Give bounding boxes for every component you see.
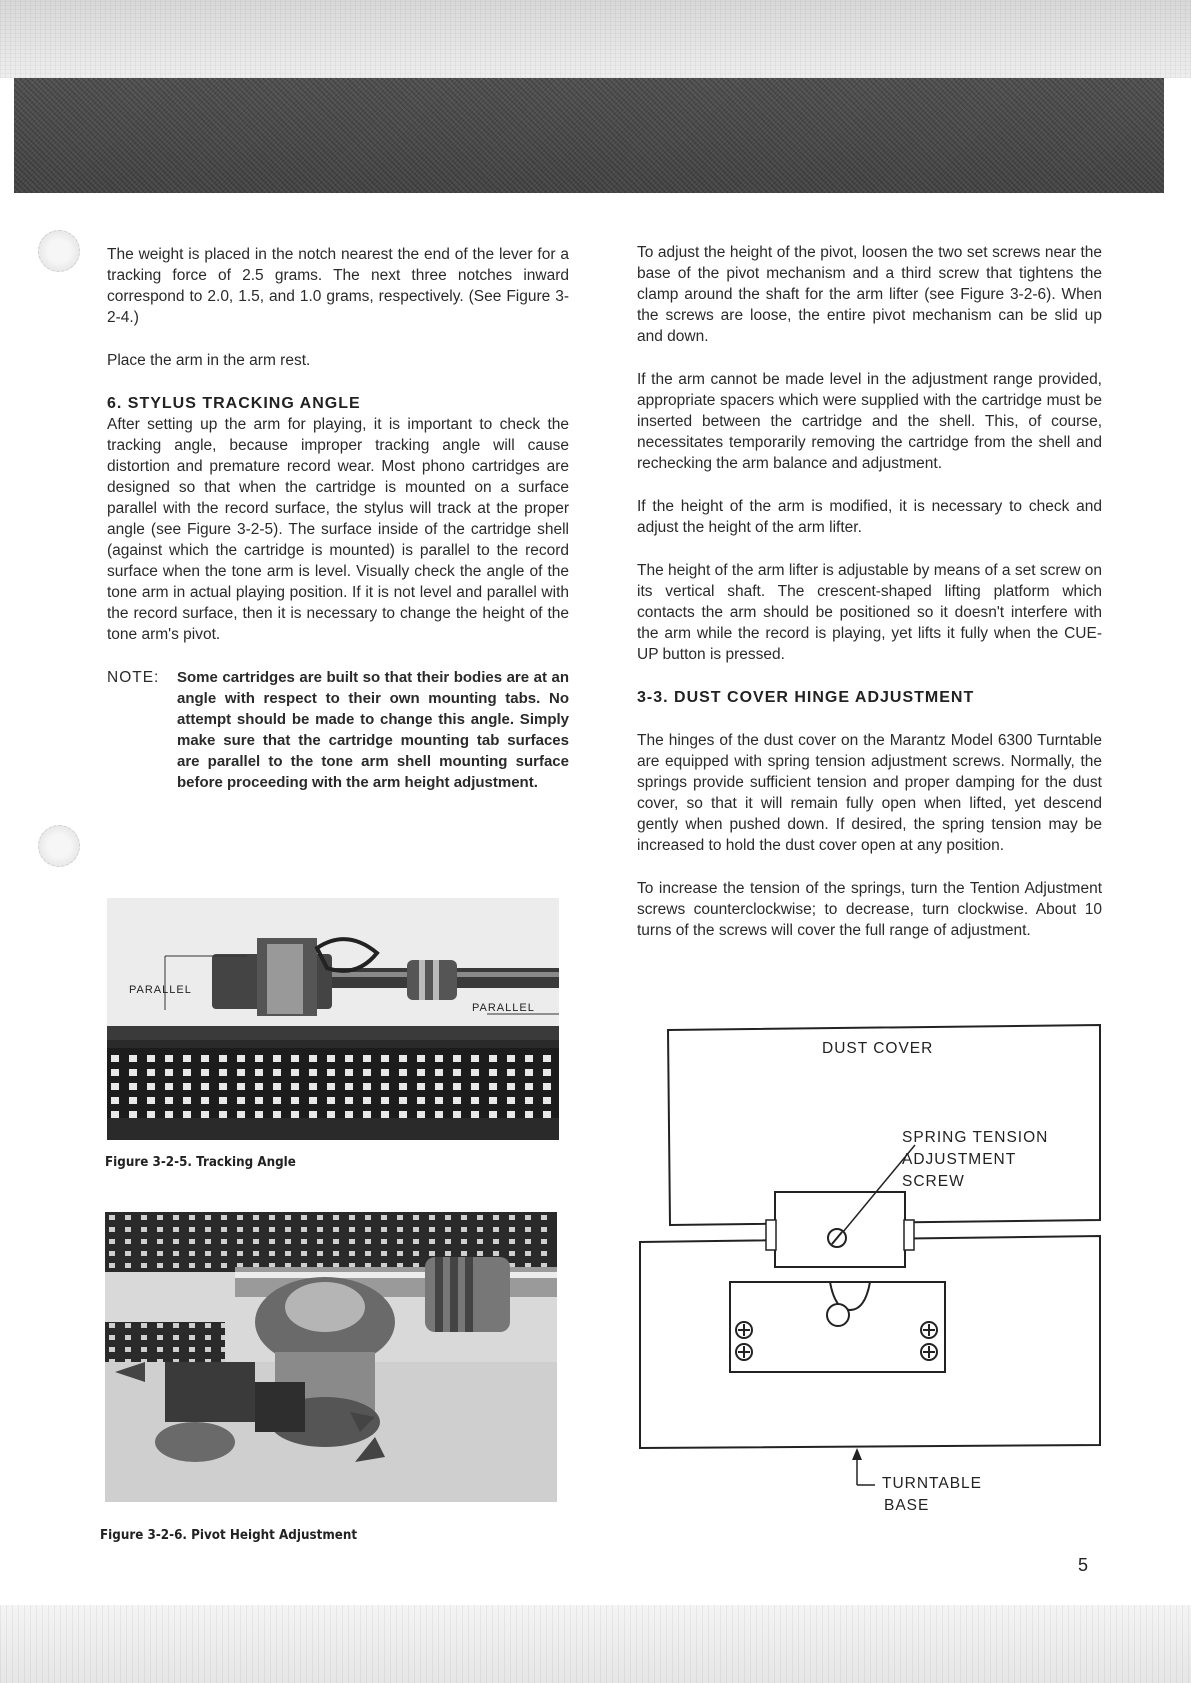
parallel-label-left: PARALLEL [129,984,192,996]
label-screw: SCREW [902,1173,965,1190]
page-number: 5 [1078,1555,1089,1575]
paragraph-armrest: Place the arm in the arm rest. [107,352,311,369]
paragraph-tension: To increase the tension of the springs, turn the Tention Adjustment screws counterclockwise; to decrease, turn clockwise. About 10 turns of the screws will cover the full range of adjustment. [637,880,1102,939]
label-base: BASE [884,1497,930,1514]
paragraph-weight: The weight is placed in the notch nearest the end of the lever for a tracking force of 2.5 grams. The next three notches inward correspond to 2.0, 1.5, and 1.0 grams, respectively. (See Figure 3-2-4.) [107,246,569,326]
label-spring-tension: SPRING TENSION [902,1129,1049,1146]
section-heading-tracking-angle: 6. STYLUS TRACKING ANGLE [107,395,361,412]
note-block [107,667,569,793]
note-text: Some cartridges are built so that their bodies are at an angle with respect to their own mounting tabs. No attempt should be made to change this angle. Simply make sure that the cartridge mounting tab surfaces are parallel to the tone arm shell mounting surface before proceeding with the arm height adjustment. [177,669,569,791]
pivot-height-photo-drawing [105,1212,557,1502]
scan-bottom-border [0,1605,1191,1683]
figure-caption-tracking-angle: Figure 3-2-5. Tracking Angle [105,1155,296,1170]
punch-hole-middle [38,825,80,867]
parallel-label-right: PARALLEL [472,1002,535,1014]
paragraph-pivot: To adjust the height of the pivot, loosen the two set screws near the base of the pivot mechanism and a third screw that tightens the clamp around the shaft for the arm lifter (see Figure 3-2-6). When the screws are loose, the entire pivot mechanism can be slid up and down. [637,244,1102,345]
paragraph-tracking: After setting up the arm for playing, it is important to check the tracking angle, because improper tracking angle will cause distortion and premature record wear. Most phono cartridges are designed so that when the cartridge is mounted on a surface parallel with the record surface, the stylus will track at the proper angle (see Figure 3-2-5). The surface inside of the cartridge shell (against which the cartridge is mounted) is parallel to the record surface when the tone arm is level. Visually check the angle of the tone arm in actual playing position. If it is not level and parallel with the record surface, then it is necessary to change the height of the tone arm's pivot. [107,416,569,643]
scan-top-border [0,0,1191,78]
tracking-angle-photo-drawing [107,898,559,1140]
label-dust-cover: DUST COVER [822,1040,934,1057]
left-column [107,244,569,793]
paragraph-spacers: If the arm cannot be made level in the adjustment range provided, appropriate spacers which were supplied with the cartridge must be inserted between the cartridge and the shell. This, of course, necessitates temporarily removing the cartridge from the shell and rechecking the arm balance and adjustment. [637,371,1102,472]
note-label: NOTE: [107,669,160,686]
section-heading-dust-cover: 3-3. DUST COVER HINGE ADJUSTMENT [637,689,975,706]
figure-tracking-angle-photo [107,898,559,1140]
hinge-diagram [630,1020,1110,1520]
paragraph-hinges: The hinges of the dust cover on the Marantz Model 6300 Turntable are equipped with spring tension adjustment screws. Normally, the springs provide sufficient tension and proper damping for the dust cover, so that it will remain fully open when lifted, yet descend gently when pushed down. If desired, the spring tension may be increased to hold the dust cover open at any position. [637,732,1102,854]
paragraph-height: If the height of the arm is modified, it is necessary to check and adjust the height of the arm lifter. [637,498,1102,536]
label-turntable: TURNTABLE [882,1475,983,1492]
figure-pivot-height-photo [105,1212,557,1502]
paragraph-lifter: The height of the arm lifter is adjustable by means of a set screw on its vertical shaft. The crescent-shaped lifting platform which contacts the arm should be positioned so it doesn't interfere with the arm while the record is playing, yet lifts it fully when the CUE-UP button is pressed. [637,562,1102,663]
punch-hole-top [38,230,80,272]
figure-caption-pivot-height: Figure 3-2-6. Pivot Height Adjustment [100,1528,358,1543]
label-adjustment: ADJUSTMENT [902,1151,1017,1168]
right-column [637,242,1102,963]
header-band [14,78,1164,193]
